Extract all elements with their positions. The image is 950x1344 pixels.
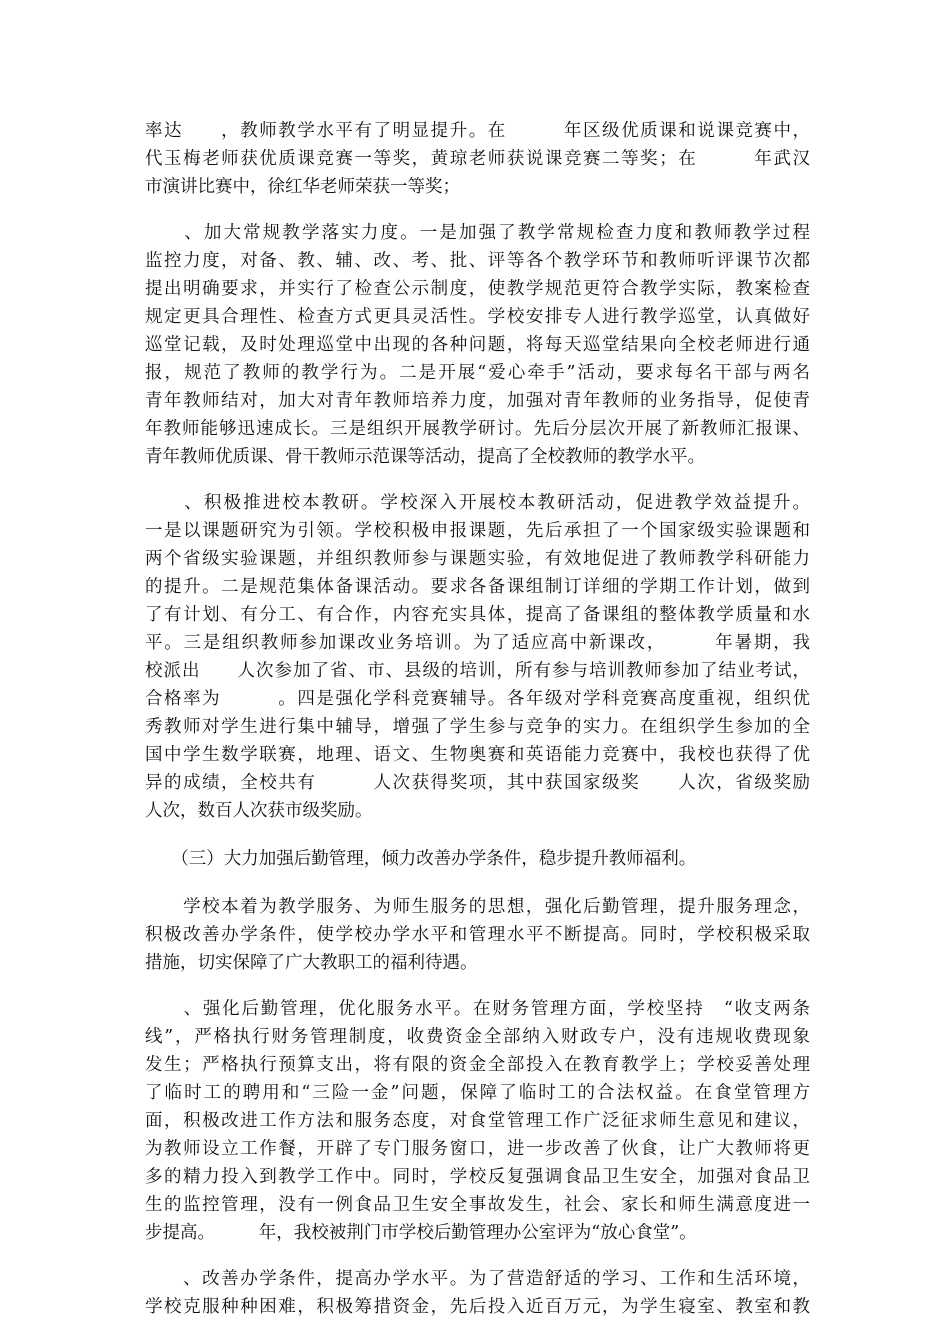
text-line: 国中学生数学联赛，地理、语文、生物奥赛和英语能力竞赛中，我校也获得了优	[145, 745, 810, 765]
text-line: 线”，严格执行财务管理制度，收费资金全部纳入财政专户，没有违规收费现象	[145, 1027, 810, 1047]
text-line: 一是以课题研究为引领。学校积极申报课题，先后承担了一个国家级实验课题和	[145, 521, 810, 541]
text-line: 步提高。 年，我校被荆门市学校后勤管理办公室评为“放心食堂”。	[145, 1223, 697, 1243]
text-line: 、加大常规教学落实力度。一是加强了教学常规检查力度和教师教学过程	[145, 223, 810, 243]
text-line: 校派出 人次参加了省、市、县级的培训，所有参与培训教师参加了结业考试，	[145, 661, 810, 681]
section-heading: （三）大力加强后勤管理，倾力改善办学条件，稳步提升教师福利。	[145, 849, 697, 869]
text-line: 异的成绩，全校共有 人次获得奖项，其中获国家级奖 人次，省级奖励	[145, 773, 810, 793]
text-line: 、积极推进校本教研。学校深入开展校本教研活动，促进教学效益提升。	[145, 493, 810, 513]
text-line: 秀教师对学生进行集中辅导，增强了学生参与竞争的实力。在组织学生参加的全	[145, 717, 810, 737]
text-line: 生的监控管理，没有一例食品卫生安全事故发生，社会、家长和师生满意度进一	[145, 1195, 810, 1215]
text-line: 积极改善办学条件，使学校办学水平和管理水平不断提高。同时，学校积极采取	[145, 925, 810, 945]
text-line: 了临时工的聘用和“三险一金”问题，保障了临时工的合法权益。在食堂管理方	[145, 1083, 810, 1103]
text-line: 平。三是组织教师参加课改业务培训。为了适应高中新课改， 年暑期，我	[145, 633, 810, 653]
text-line: 面，积极改进工作方法和服务态度，对食堂管理工作广泛征求师生意见和建议，	[145, 1111, 810, 1131]
text-line: 学校克服种种困难，积极筹措资金，先后投入近百万元，为学生寝室、教室和教	[145, 1297, 810, 1317]
text-line: 青年教师结对，加大对青年教师培养力度，加强对青年教师的业务指导，促使青	[145, 391, 810, 411]
text-line: 市演讲比赛中，徐红华老师荣获一等奖；	[145, 177, 460, 197]
text-line: 学校本着为教学服务、为师生服务的思想，强化后勤管理，提升服务理念，	[145, 897, 810, 917]
text-line: 两个省级实验课题，并组织教师参与课题实验，有效地促进了教师教学科研能力	[145, 549, 810, 569]
text-line: 规定更具合理性、检查方式更具灵活性。学校安排专人进行教学巡堂，认真做好	[145, 307, 810, 327]
text-line: 青年教师优质课、骨干教师示范课等活动，提高了全校教师的教学水平。	[145, 447, 705, 467]
text-line: 的提升。二是规范集体备课活动。要求各备课组制订详细的学期工作计划，做到	[145, 577, 810, 597]
text-line: 合格率为 。四是强化学科竞赛辅导。各年级对学科竞赛高度重视，组织优	[145, 689, 810, 709]
text-line: 监控力度，对备、教、辅、改、考、批、评等各个教学环节和教师听评课节次都	[145, 251, 810, 271]
text-line: 了有计划、有分工、有合作，内容充实具体，提高了备课组的整体教学质量和水	[145, 605, 810, 625]
text-line: 人次，数百人次获市级奖励。	[145, 801, 373, 821]
text-line: 发生；严格执行预算支出，将有限的资金全部投入在教育教学上；学校妥善处理	[145, 1055, 810, 1075]
text-line: 、改善办学条件，提高办学水平。为了营造舒适的学习、工作和生活环境，	[145, 1269, 810, 1289]
text-line: 为教师设立工作餐，开辟了专门服务窗口，进一步改善了伙食，让广大教师将更	[145, 1139, 810, 1159]
text-line: 报，规范了教师的教学行为。二是开展“爱心牵手”活动，要求每名干部与两名	[145, 363, 810, 383]
text-line: 、强化后勤管理，优化服务水平。在财务管理方面，学校坚持 “收支两条	[145, 999, 810, 1019]
text-line: 措施，切实保障了广大教职工的福利待遇。	[145, 953, 478, 973]
text-line: 提出明确要求，并实行了检查公示制度，使教学规范更符合教学实际，教案检查	[145, 279, 810, 299]
text-line: 多的精力投入到教学工作中。同时，学校反复强调食品卫生安全，加强对食品卫	[145, 1167, 810, 1187]
text-line: 巡堂记载，及时处理巡堂中出现的各种问题，将每天巡堂结果向全校老师进行通	[145, 335, 810, 355]
text-line: 年教师能够迅速成长。三是组织开展教学研讨。先后分层次开展了新教师汇报课、	[145, 419, 810, 439]
text-line: 率达 ，教师教学水平有了明显提升。在 年区级优质课和说课竞赛中，	[145, 121, 810, 141]
text-line: 代玉梅老师获优质课竞赛一等奖，黄琼老师获说课竞赛二等奖；在 年武汉	[145, 149, 810, 169]
